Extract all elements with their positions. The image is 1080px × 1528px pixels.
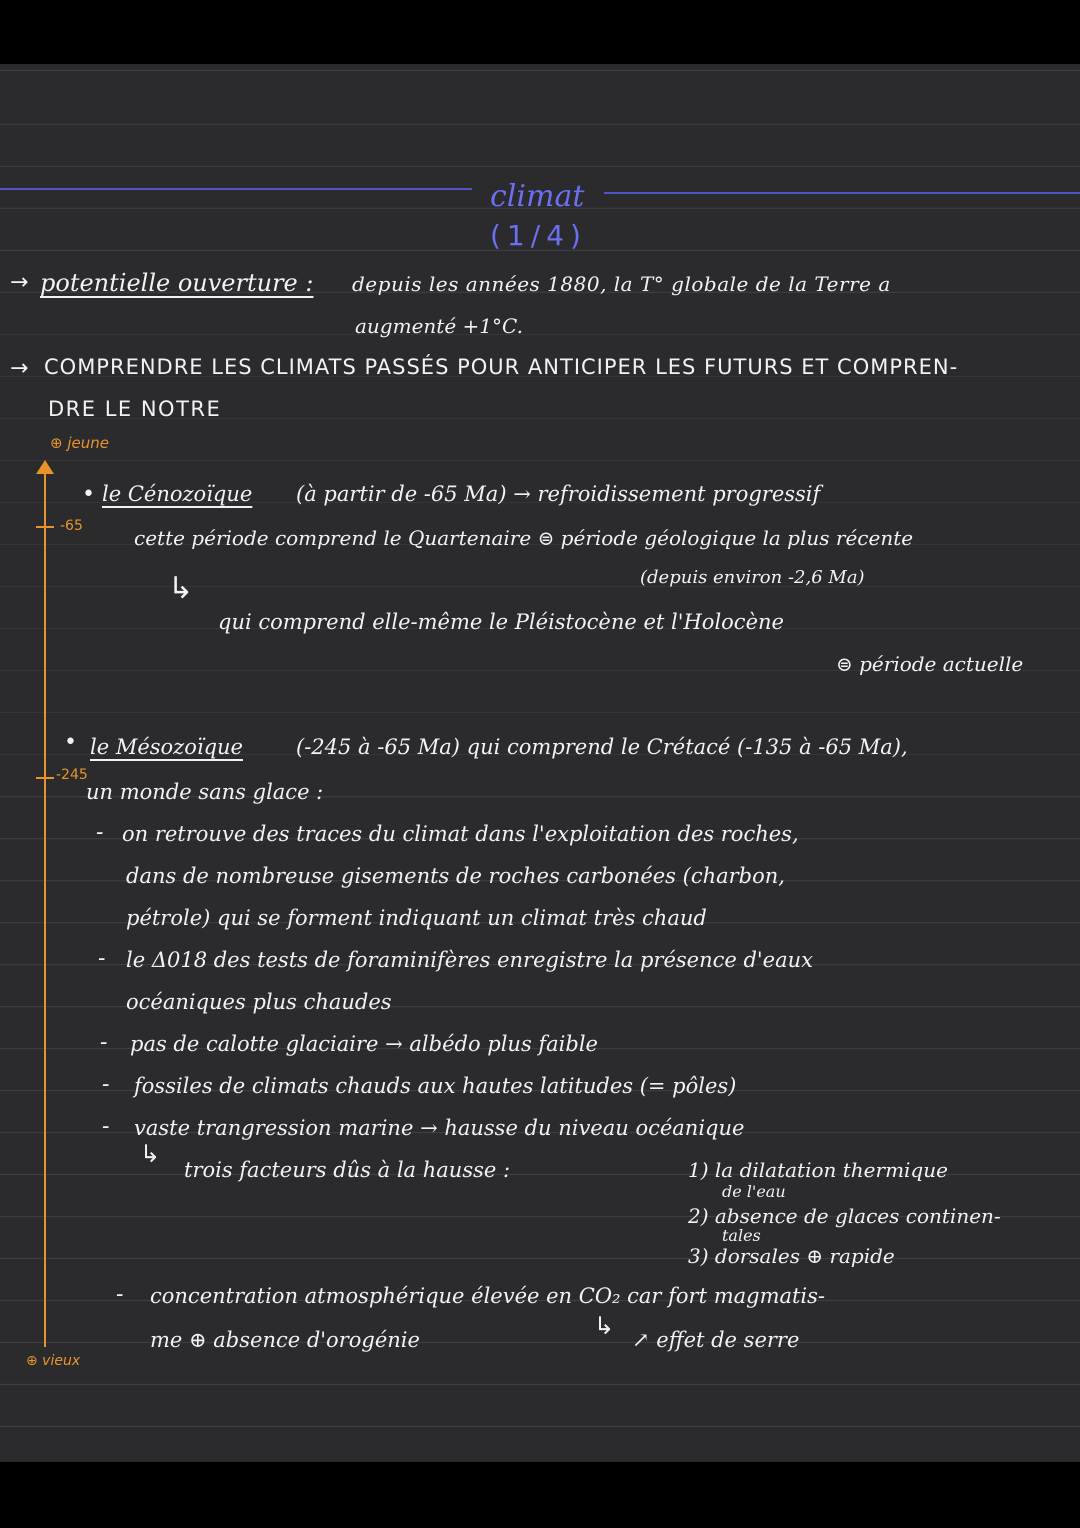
- list-item-line: on retrouve des traces du climat dans l'exploitation des roches,: [122, 822, 799, 846]
- mesozoic-range: (-245 à -65 Ma) qui comprend le Crétacé (-135 à -65 Ma),: [296, 735, 908, 759]
- list-item-line: océaniques plus chaudes: [126, 990, 392, 1014]
- intro-arrow-1: →: [10, 270, 29, 295]
- intro-label: potentielle ouverture :: [40, 269, 314, 297]
- list-item-line: dans de nombreuse gisements de roches carbonées (charbon,: [126, 864, 785, 888]
- list-item-dash: -: [98, 946, 106, 971]
- list-item-line: le Δ018 des tests de foraminifères enregistre la présence d'eaux: [126, 948, 813, 972]
- cenozoic-bullet: •: [82, 482, 95, 507]
- intro-arrow-2: →: [10, 356, 29, 381]
- timeline-tick-2: [36, 777, 54, 779]
- cenozoic-line2: cette période comprend le Quartenaire ⊜ période géologique la plus récente: [134, 526, 914, 550]
- timeline-axis: [44, 464, 46, 1347]
- timeline-top-label: ⊕ jeune: [50, 434, 109, 452]
- factors-hook-arrow-icon: ↳: [140, 1140, 161, 1168]
- intro-text-line1: depuis les années 1880, la T° globale de la Terre a: [352, 272, 891, 296]
- factor-line: tales: [722, 1226, 761, 1245]
- co2-dash: -: [116, 1282, 124, 1307]
- factor-line: 1) la dilatation thermique: [688, 1158, 948, 1182]
- cenozoic-line5: ⊜ période actuelle: [836, 652, 1024, 676]
- list-item-dash: -: [100, 1030, 108, 1055]
- mesozoic-name: le Mésozoïque: [90, 735, 243, 759]
- factors-intro: trois facteurs dûs à la hausse :: [184, 1158, 511, 1182]
- co2-line2: me ⊕ absence d'orogénie: [150, 1328, 420, 1352]
- co2-hook-arrow-icon: ↳: [594, 1312, 615, 1340]
- list-item-dash: -: [102, 1114, 110, 1139]
- factor-line: de l'eau: [722, 1182, 786, 1201]
- timeline-tick-2-label: -245: [56, 767, 88, 783]
- header-rule-right: [604, 192, 1080, 194]
- cenozoic-range: (à partir de -65 Ma) → refroidissement progressif: [296, 482, 821, 506]
- cenozoic-hook-arrow-icon: ↳: [168, 571, 194, 606]
- page-title: climat: [490, 179, 585, 214]
- mesozoic-subtitle: un monde sans glace :: [86, 780, 324, 804]
- factor-line: 2) absence de glaces continen-: [688, 1204, 1001, 1228]
- header-rule-left: [0, 188, 472, 190]
- cenozoic-line4: qui comprend elle-même le Pléistocène et l'Holocène: [218, 610, 784, 634]
- timeline-bottom-label: ⊕ vieux: [26, 1353, 81, 1369]
- timeline-arrow-icon: [36, 460, 54, 474]
- intro-caps-line1: COMPRENDRE LES CLIMATS PASSÉS POUR ANTICIPER LES FUTURS ET COMPREN-: [44, 355, 959, 379]
- cenozoic-line3: (depuis environ -2,6 Ma): [640, 567, 865, 588]
- co2-line1: concentration atmosphérique élevée en CO₂ car fort magmatis-: [150, 1284, 826, 1308]
- list-item-line: pétrole) qui se forment indiquant un climat très chaud: [126, 906, 707, 930]
- intro-caps-line2: DRE LE NOTRE: [48, 397, 222, 421]
- mesozoic-bullet: •: [64, 730, 77, 755]
- page-number: (1/4): [490, 219, 587, 252]
- timeline-tick-1-label: -65: [60, 518, 83, 534]
- co2-note: ↗ effet de serre: [632, 1328, 800, 1352]
- timeline-tick-1: [36, 526, 54, 528]
- list-item-line: pas de calotte glaciaire → albédo plus faible: [130, 1032, 598, 1056]
- notes-page: [0, 64, 1080, 1462]
- cenozoic-name: le Cénozoïque: [102, 482, 253, 506]
- list-item-dash: -: [102, 1072, 110, 1097]
- intro-text-line2: augmenté +1°C.: [355, 314, 523, 338]
- list-item-line: vaste trangression marine → hausse du niveau océanique: [134, 1116, 745, 1140]
- factor-line: 3) dorsales ⊕ rapide: [688, 1244, 895, 1268]
- list-item-dash: -: [96, 820, 104, 845]
- list-item-line: fossiles de climats chauds aux hautes latitudes (= pôles): [134, 1074, 737, 1098]
